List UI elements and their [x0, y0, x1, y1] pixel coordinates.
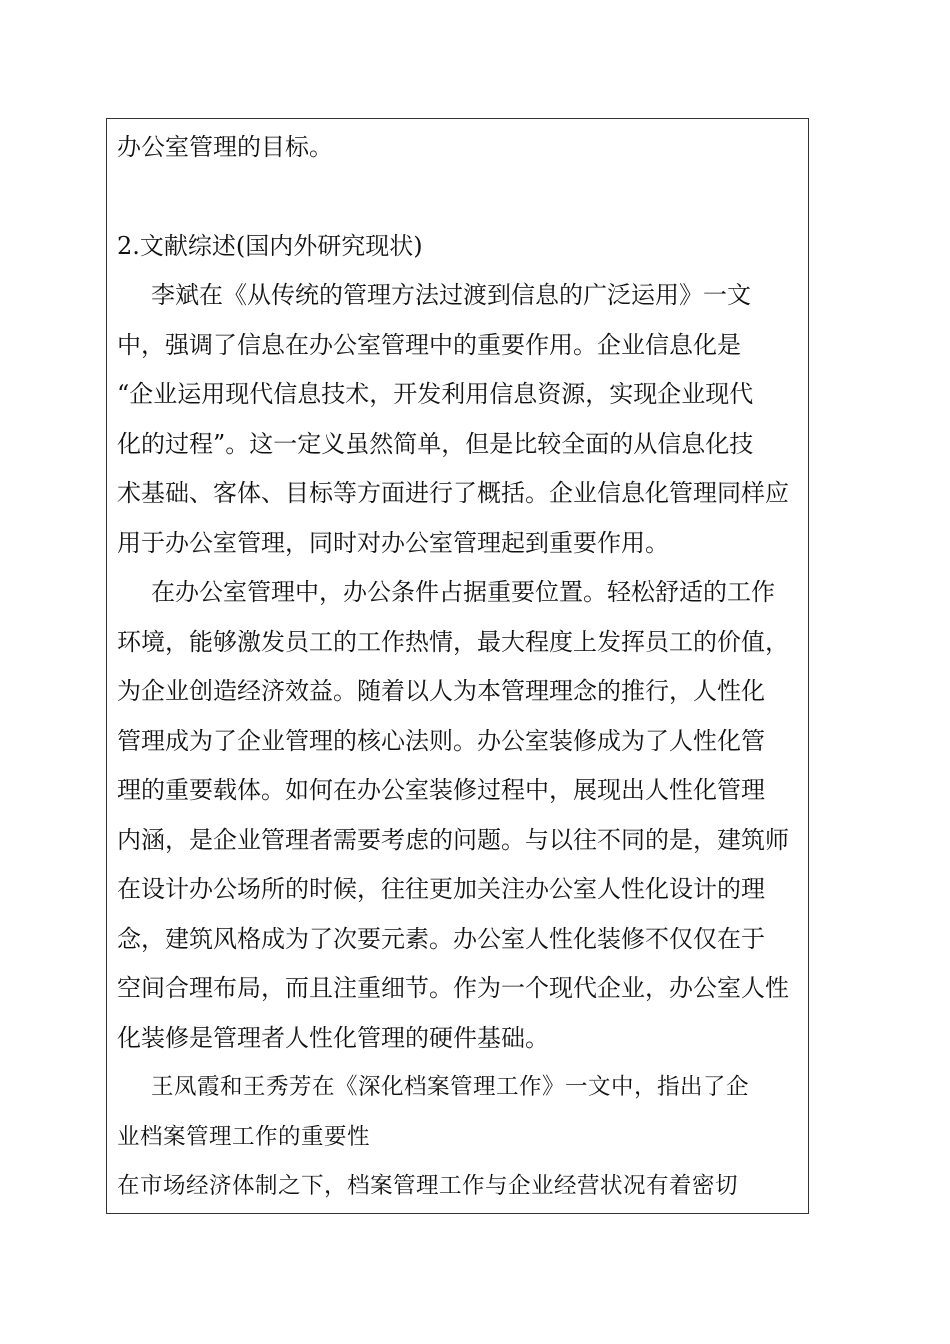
text-line: 用于办公室管理，同时对办公室管理起到重要作用。	[117, 528, 669, 557]
text-line: 在设计办公场所的时候，往往更加关注办公室人性化设计的理	[117, 875, 765, 903]
section-heading: 2.文献综述(国内外研究现状)	[117, 231, 423, 260]
document-body	[117, 123, 801, 1212]
text-line: 念，建筑风格成为了次要元素。办公室人性化装修不仅仅在于	[117, 924, 765, 953]
text-line: 化的过程”。这一定义虽然简单，但是比较全面的从信息化技	[117, 429, 754, 458]
text-line: 术基础、客体、目标等方面进行了概括。企业信息化管理同样应	[117, 479, 789, 507]
text-line: 李斌在《从传统的管理方法过渡到信息的广泛运用》一文	[151, 281, 751, 309]
text-line: 环境，能够激发员工的工作热情，最大程度上发挥员工的价值，	[117, 627, 789, 656]
text-line: 办公室管理的目标。	[117, 133, 333, 161]
text-line: 内涵，是企业管理者需要考虑的问题。与以往不同的是，建筑师	[117, 825, 789, 854]
text-line: 管理成为了企业管理的核心法则。办公室装修成为了人性化管	[117, 726, 765, 755]
text-line: 在市场经济体制之下，档案管理工作与企业经营状况有着密切	[117, 1173, 739, 1199]
blank-line	[117, 173, 801, 222]
text-line: 中，强调了信息在办公室管理中的重要作用。企业信息化是	[117, 330, 741, 359]
text-line: 在办公室管理中，办公条件占据重要位置。轻松舒适的工作	[151, 578, 775, 606]
document-frame	[106, 118, 809, 1214]
text-line: 空间合理布局，而且注重细节。作为一个现代企业，办公室人性	[117, 974, 789, 1002]
text-line: 业档案管理工作的重要性	[117, 1123, 371, 1150]
text-line: 王凤霞和王秀芳在《深化档案管理工作》一文中，指出了企	[151, 1074, 750, 1100]
text-line: 理的重要载体。如何在办公室装修过程中，展现出人性化管理	[117, 776, 765, 804]
text-line: “企业运用现代信息技术，开发利用信息资源，实现企业现代	[117, 380, 754, 408]
text-line: 为企业创造经济效益。随着以人为本管理理念的推行，人性化	[117, 677, 765, 705]
text-line: 化装修是管理者人性化管理的硬件基础。	[117, 1023, 549, 1052]
